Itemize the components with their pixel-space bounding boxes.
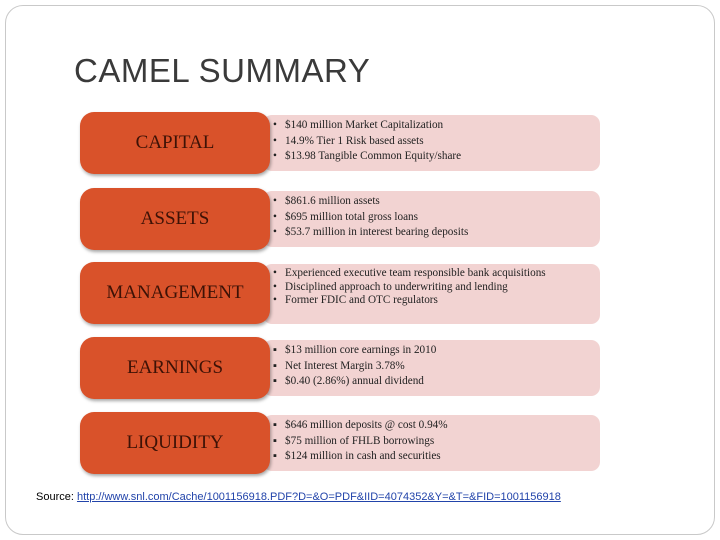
bullet-item: • 14.9% Tier 1 Risk based assets: [273, 134, 592, 150]
category-label: LIQUIDITY: [126, 432, 224, 453]
bullet-item: • $695 million total gross loans: [273, 210, 592, 226]
detail-box-earnings: [263, 340, 600, 396]
bullet-list-assets: [273, 194, 592, 241]
bullet-item: ▪ $646 million deposits @ cost 0.94%: [273, 418, 592, 434]
source-link[interactable]: http://www.snl.com/Cache/1001156918.PDF?D=&O=PDF&IID=4074352&Y=&T=&FID=1001156918: [76, 491, 561, 503]
bullet-item: • Former FDIC and OTC regulators: [273, 294, 592, 308]
bullet-list-liquidity: [273, 418, 592, 465]
bullet-item: ▪ Net Interest Margin 3.78%: [273, 359, 592, 375]
detail-box-liquidity: [263, 415, 600, 471]
category-label: MANAGEMENT: [106, 282, 244, 303]
bullet-item: • Disciplined approach to underwriting and lending: [273, 281, 592, 295]
detail-box-management: [263, 264, 600, 324]
category-pill-assets: [80, 188, 270, 250]
category-pill-earnings: [80, 337, 270, 399]
bullet-item: • $13.98 Tangible Common Equity/share: [273, 149, 592, 165]
category-label: EARNINGS: [126, 357, 224, 378]
bullet-list-management: [273, 267, 592, 308]
bullet-item: • $861.6 million assets: [273, 194, 592, 210]
camel-row-management: [80, 262, 600, 324]
detail-box-assets: [263, 191, 600, 247]
bullet-item: • $53.7 million in interest bearing deposits: [273, 225, 592, 241]
detail-box-capital: [263, 115, 600, 171]
category-label: CAPITAL: [135, 132, 215, 153]
bullet-item: ▪ $0.40 (2.86%) annual dividend: [273, 374, 592, 390]
category-pill-capital: [80, 112, 270, 174]
source-citation: [36, 491, 561, 503]
bullet-item: • Experienced executive team responsible bank acquisitions: [273, 267, 592, 281]
category-pill-management: [80, 262, 270, 324]
camel-row-capital: [80, 112, 600, 174]
bullet-item: ▪ $124 million in cash and securities: [273, 449, 592, 465]
camel-row-assets: [80, 188, 600, 250]
bullet-item: ▪ $75 million of FHLB borrowings: [273, 434, 592, 450]
bullet-list-earnings: [273, 343, 592, 390]
source-prefix: Source:: [36, 491, 77, 503]
bullet-item: ▪ $13 million core earnings in 2010: [273, 343, 592, 359]
category-label: ASSETS: [140, 208, 210, 229]
bullet-list-capital: [273, 118, 592, 165]
camel-row-liquidity: [80, 412, 600, 474]
slide-title: CAMEL SUMMARY: [74, 52, 371, 89]
camel-row-earnings: [80, 337, 600, 399]
category-pill-liquidity: [80, 412, 270, 474]
bullet-item: • $140 million Market Capitalization: [273, 118, 592, 134]
